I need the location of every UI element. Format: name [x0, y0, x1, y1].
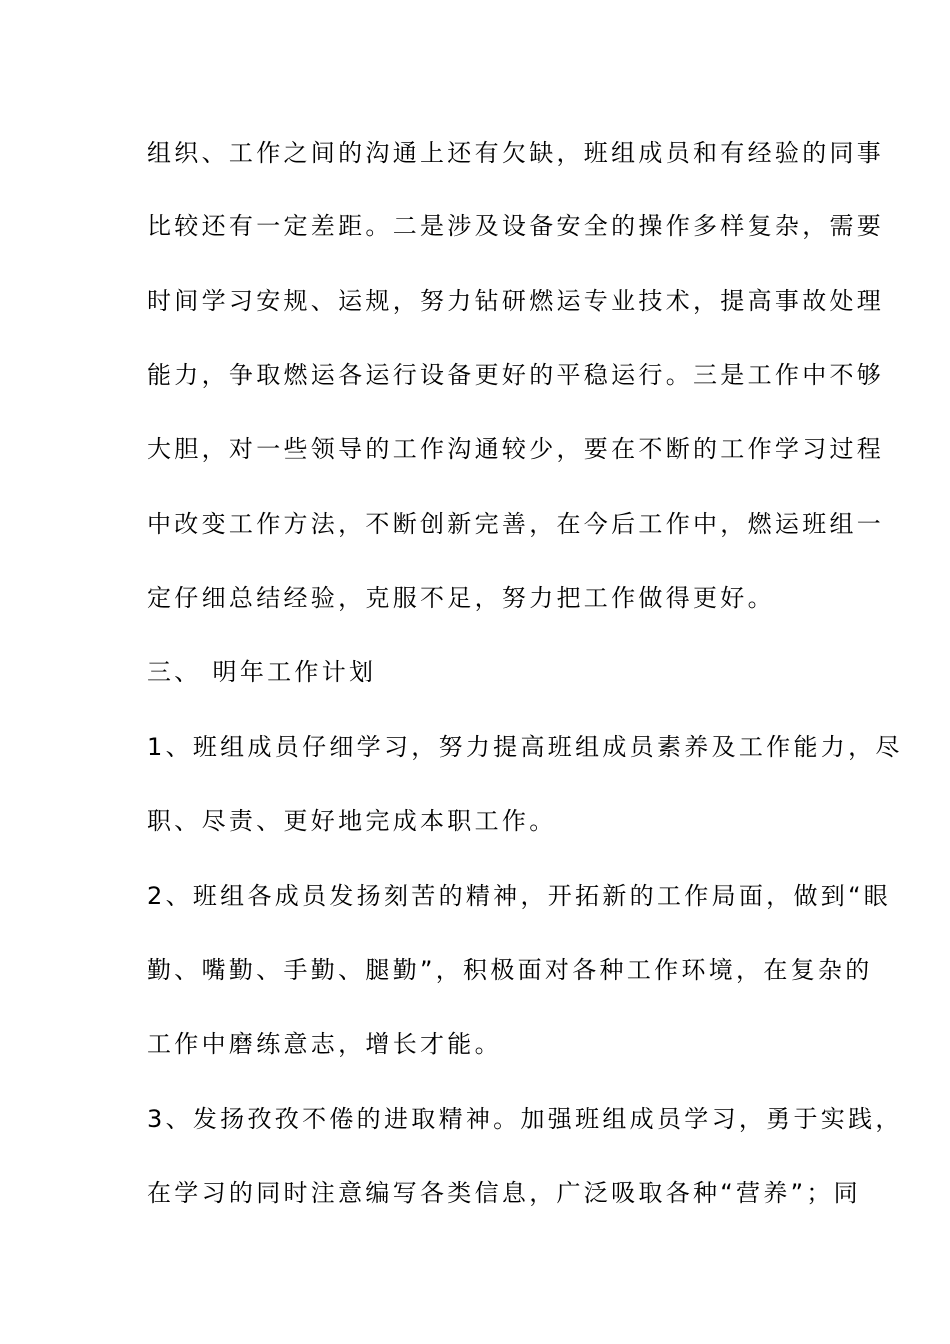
text-line: 时间学习安规、运规，努力钻研燃运专业技术，提高事故处理 — [147, 287, 885, 315]
section-heading: 三、 明年工作计划 — [147, 658, 377, 686]
text-line: 中改变工作方法，不断创新完善，在今后工作中，燃运班组一 — [147, 510, 885, 538]
text-line: 勤、嘴勤、手勤、腿勤”，积极面对各种工作环境，在复杂的 — [147, 956, 873, 984]
text-line: 2、班组各成员发扬刻苦的精神，开拓新的工作局面，做到“眼 — [147, 882, 892, 910]
text-line: 1、班组成员仔细学习，努力提高班组成员素养及工作能力，尽 — [147, 733, 903, 761]
text-line: 职、尽责、更好地完成本职工作。 — [147, 807, 557, 835]
text-line: 工作中磨练意志，增长才能。 — [147, 1030, 502, 1058]
text-line: 组织、工作之间的沟通上还有欠缺，班组成员和有经验的同事 — [147, 139, 885, 167]
text-line: 3、发扬孜孜不倦的进取精神。加强班组成员学习，勇于实践， — [147, 1105, 903, 1133]
text-line: 在学习的同时注意编写各类信息，广泛吸取各种“营养”；同 — [147, 1179, 861, 1207]
text-line: 比较还有一定差距。二是涉及设备安全的操作多样复杂，需要 — [147, 212, 885, 240]
text-line: 大胆，对一些领导的工作沟通较少，要在不断的工作学习过程 — [147, 435, 885, 463]
text-line: 定仔细总结经验，克服不足，努力把工作做得更好。 — [147, 584, 775, 612]
text-line: 能力，争取燃运各运行设备更好的平稳运行。三是工作中不够 — [147, 361, 885, 389]
